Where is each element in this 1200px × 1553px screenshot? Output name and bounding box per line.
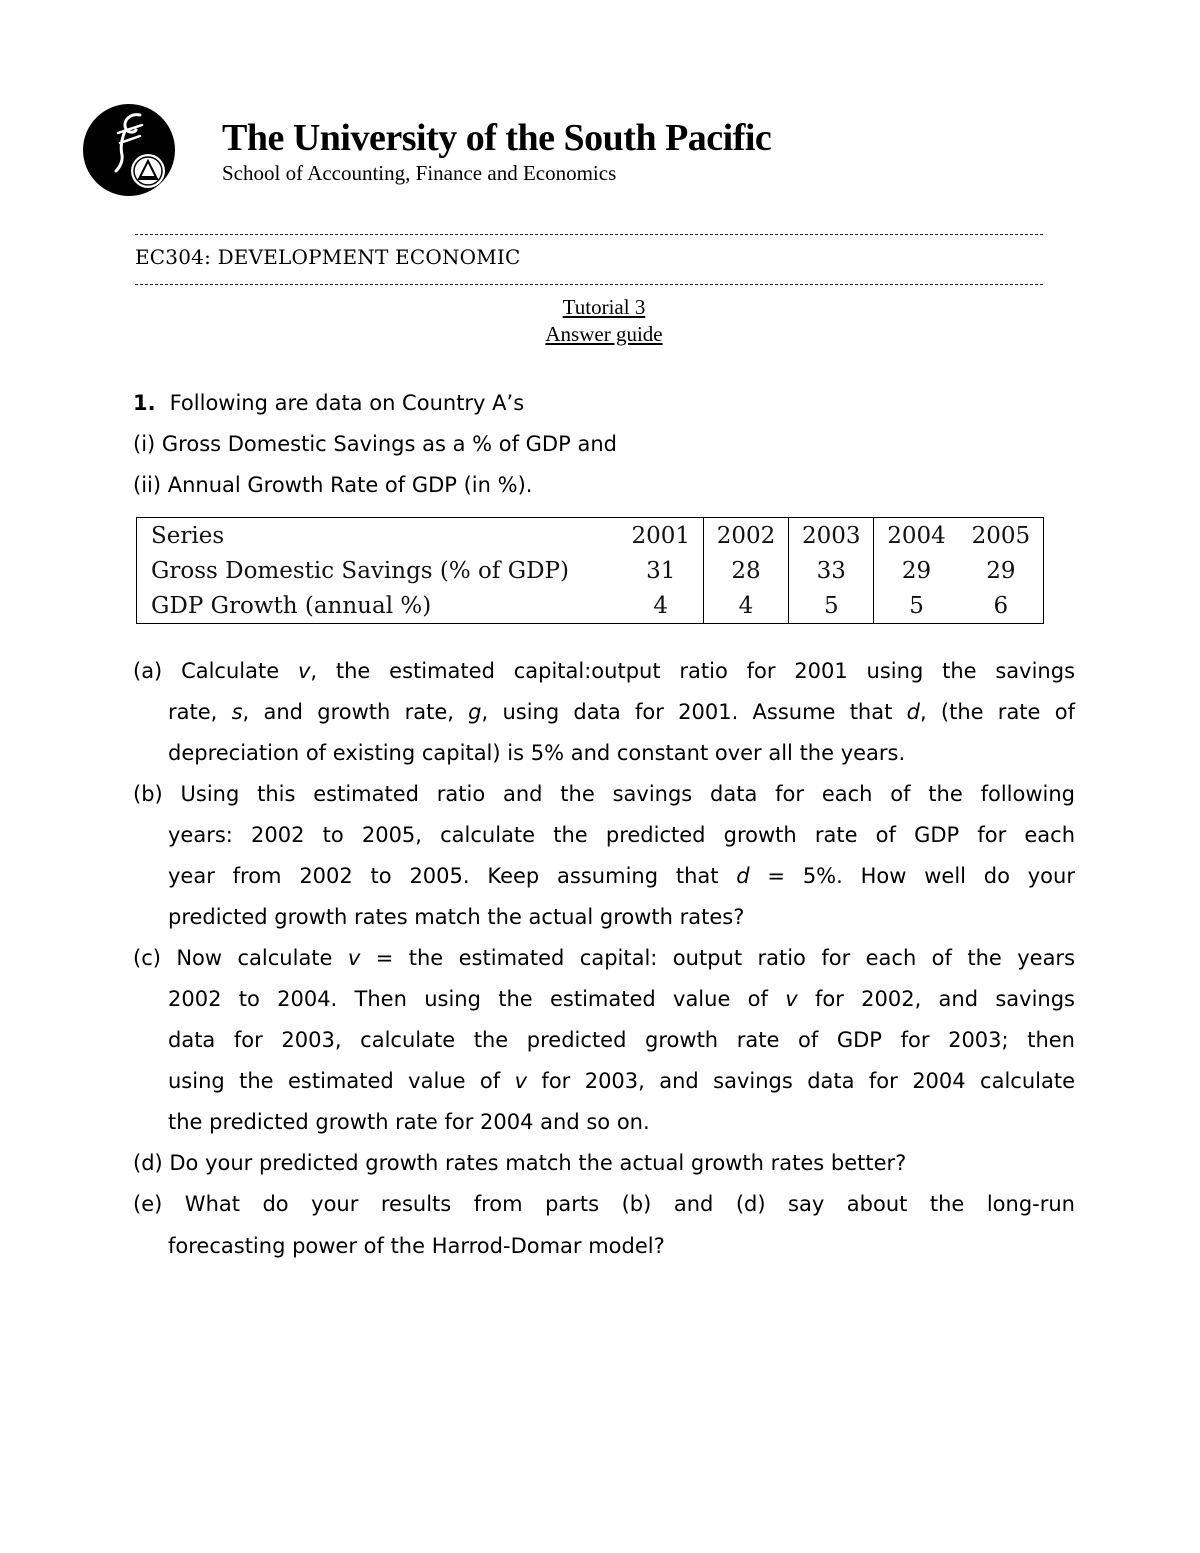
- part-a: (a) Calculate v, the estimated capital:output ratio for 2001 using the savings rate, s, and growth rate, g, using data for 2001. Assume that d, (the rate of: [133, 659, 1076, 724]
- table-cell: Gross Domestic Savings (% of GDP): [151, 557, 569, 584]
- table-header-cell: 2003: [789, 518, 874, 554]
- part-d: (d) Do your predicted growth rates match the actual growth rates better?: [133, 1151, 907, 1175]
- question-1-line-i: (i) Gross Domestic Savings as a % of GDP and: [133, 432, 617, 456]
- table-cell: 6: [993, 592, 1009, 619]
- data-table: [136, 517, 1044, 624]
- question-1-line-ii: (ii) Annual Growth Rate of GDP (in %).: [133, 473, 533, 497]
- university-logo: [82, 103, 176, 197]
- table-header-cell: 2002: [703, 518, 788, 554]
- question-number: 1.: [133, 391, 156, 415]
- divider-top: [135, 234, 1043, 235]
- table-header-cell: 2001: [631, 522, 690, 549]
- table-cell: 4: [703, 588, 788, 624]
- table-row: [137, 588, 1044, 624]
- table-header-cell: Series: [151, 522, 225, 549]
- table-cell: GDP Growth (annual %): [151, 592, 432, 619]
- table-header-cell: 2005: [971, 522, 1031, 549]
- answer-guide-title: Answer guide: [545, 322, 663, 346]
- course-title: EC304: DEVELOPMENT ECONOMIC: [135, 245, 521, 269]
- table-cell: 5: [789, 588, 874, 624]
- divider-bottom: [135, 284, 1043, 285]
- table-cell: 31: [646, 557, 676, 584]
- table-cell: 28: [703, 553, 788, 588]
- table-cell: 29: [874, 553, 959, 588]
- part-b: (b) Using this estimated ratio and the savings data for each of the following years: 2002 to 2005, calculate the predicted growth rate of GDP for each year from 2002 to 2005. Keep assuming that d = 5%. How well do your: [133, 782, 1075, 888]
- part-a-last-line: depreciation of existing capital) is 5% and constant over all the years.: [168, 741, 906, 765]
- part-e: (e) What do your results from parts (b) and (d) say about the long-run: [133, 1192, 1075, 1216]
- school-name: School of Accounting, Finance and Economics: [222, 161, 617, 185]
- part-c: (c) Now calculate v = the estimated capital: output ratio for each of the years 2002 to 2004. Then using the estimated value of v for 2002, and savings data for 2003, calculate the predicted growth rate of GDP for 2003; then using the estimated value of v for 2003, and savings data for 2004 calculate: [133, 946, 1076, 1093]
- part-c-last-line: the predicted growth rate for 2004 and so on.: [168, 1110, 650, 1134]
- table-cell: 29: [986, 557, 1016, 584]
- institution-name: The University of the South Pacific: [222, 117, 772, 159]
- tutorial-title: Tutorial 3: [562, 295, 646, 319]
- question-1-intro: 1. Following are data on Country A’s: [133, 391, 525, 415]
- part-e-last-line: forecasting power of the Harrod-Domar model?: [168, 1234, 665, 1258]
- table-cell: 33: [789, 553, 874, 588]
- table-row: [137, 553, 1044, 588]
- part-b-last-line: predicted growth rates match the actual growth rates?: [168, 905, 745, 929]
- table-cell: 5: [874, 588, 959, 624]
- table-header-row: [137, 518, 1044, 554]
- table-cell: 4: [653, 592, 669, 619]
- table-header-cell: 2004: [874, 518, 959, 554]
